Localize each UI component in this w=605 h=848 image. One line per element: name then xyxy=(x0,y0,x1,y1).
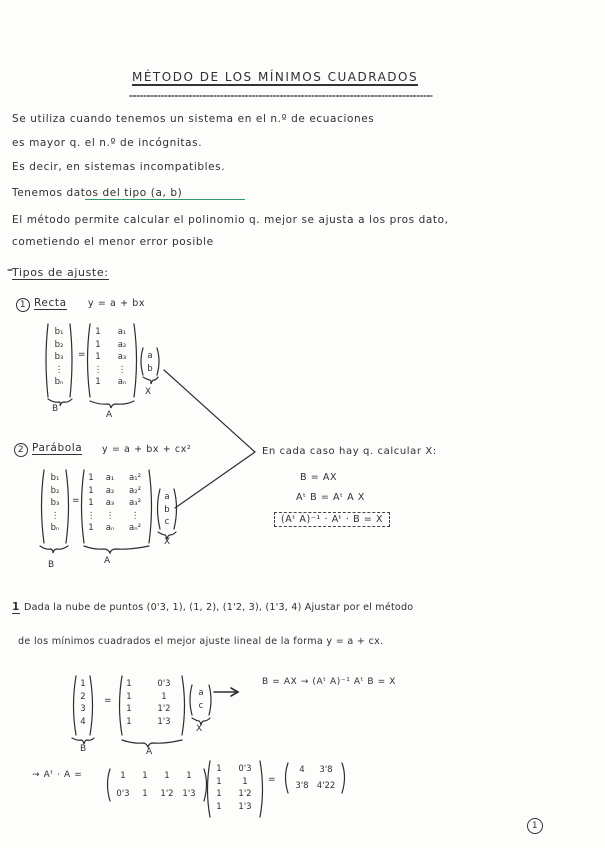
at-row-1: 1 1 1 1 xyxy=(120,771,192,781)
at-bracket-right xyxy=(204,769,207,801)
parabola-label-X: X xyxy=(164,537,171,547)
parabola-X-brace xyxy=(158,532,176,539)
exercise-marker: 1 xyxy=(12,601,20,613)
at-row-2: 0'3 1 1'2 1'3 xyxy=(116,789,196,799)
parabola-X-bracket-right xyxy=(174,489,177,529)
recta-A-brace xyxy=(90,401,134,408)
each-case-text: En cada caso hay q. calcular X: xyxy=(262,446,437,457)
exercise-equals-2: = xyxy=(268,775,277,785)
exercise-equals-1: = xyxy=(104,696,113,706)
at-bracket-left xyxy=(108,769,111,801)
step-3: (Aᵗ A)⁻¹ · Aᵗ · B = X xyxy=(274,512,390,527)
page-title: MÉTODO DE LOS MÍNIMOS CUADRADOS xyxy=(132,70,419,84)
parabola-equals: = xyxy=(72,496,81,506)
recta-X-bracket-left xyxy=(141,348,143,375)
page-number: 1 xyxy=(527,818,543,834)
parabola-X-column: a b c xyxy=(164,492,170,527)
recta-marker: 1 xyxy=(16,298,30,312)
recta-B-column: b₁ b₂ b₃ ⋮ bₙ xyxy=(54,327,64,387)
exercise-X-bracket-right xyxy=(209,685,211,715)
parabola-A-bracket-left xyxy=(82,470,85,543)
exercise-B-brace xyxy=(72,738,94,744)
parabola-A-col1: 1 1 1 ⋮ 1 xyxy=(86,473,96,533)
exercise-A-bracket-left xyxy=(120,676,123,735)
recta-label: Recta xyxy=(34,297,67,309)
step-1: B = AX xyxy=(300,472,338,483)
exercise-X-bracket-left xyxy=(190,685,192,715)
exercise-rule: B = AX → (Aᵗ A)⁻¹ Aᵗ B = X xyxy=(262,677,396,687)
recta-X-column: a b xyxy=(147,351,153,374)
parabola-B-bracket-left xyxy=(42,470,45,543)
recta-B-brace xyxy=(48,399,72,406)
section-heading-types: Tipos de ajuste: xyxy=(12,266,109,279)
a2-col1: 1 1 1 1 xyxy=(216,764,222,812)
exercise-label-B: B xyxy=(80,744,87,754)
recta-formula: y = a + bx xyxy=(88,298,146,309)
recta-B-bracket-left xyxy=(46,324,48,397)
parabola-label-A: A xyxy=(104,556,111,566)
recta-A-col1: 1 1 1 ⋮ 1 xyxy=(93,327,103,387)
recta-label-A: A xyxy=(106,410,113,420)
recta-equals: = xyxy=(78,350,87,360)
exercise-line-1: Dada la nube de puntos (0'3, 1), (1, 2), (1'2, 3), (1'3, 4) Ajustar por el método xyxy=(24,602,414,613)
recta-A-bracket-left xyxy=(88,324,91,397)
result-row-2: 3'8 4'22 xyxy=(295,781,336,791)
a2-col2: 0'3 1 1'2 1'3 xyxy=(238,764,252,812)
parabola-B-brace xyxy=(40,546,68,553)
exercise-label-A: A xyxy=(146,747,153,757)
recta-B-bracket-right xyxy=(70,324,72,397)
exercise-B-column: 1 2 3 4 xyxy=(80,679,86,727)
parabola-label-B: B xyxy=(48,560,55,570)
parabola-formula: y = a + bx + cx² xyxy=(102,444,192,455)
exercise-label-X: X xyxy=(196,724,203,734)
intro-line-1: Se utiliza cuando tenemos un sistema en el n.º de ecuaciones xyxy=(12,113,375,125)
parabola-X-bracket-left xyxy=(158,489,161,529)
result-bracket-left xyxy=(286,763,289,793)
intro-line-2: es mayor q. el n.º de incógnitas. xyxy=(12,137,203,149)
a2-bracket-left xyxy=(208,761,211,817)
exercise-B-bracket-left xyxy=(74,676,77,735)
recta-A-col2: a₁ a₂ a₃ ⋮ aₙ xyxy=(117,327,127,387)
exercise-X-brace xyxy=(192,718,210,725)
intro-line-3: Es decir, en sistemas incompatibles. xyxy=(12,161,226,173)
recta-label-B: B xyxy=(52,404,59,414)
connector-line-bottom xyxy=(175,452,255,508)
connector-line-top xyxy=(164,370,255,452)
exercise-A-bracket-right xyxy=(182,676,185,735)
recta-label-X: X xyxy=(145,387,152,397)
parabola-label: Parábola xyxy=(32,442,83,454)
a2-bracket-right xyxy=(260,761,263,817)
exercise-B-bracket-right xyxy=(90,676,93,735)
step-2: Aᵗ B = Aᵗ A X xyxy=(296,492,365,503)
intro-line-4: Tenemos datos del tipo (a, b) xyxy=(12,187,183,199)
recta-A-bracket-right xyxy=(134,324,137,397)
parabola-marker: 2 xyxy=(14,443,28,457)
ata-label: → Aᵗ · A = xyxy=(32,770,83,780)
parabola-A-bracket-right xyxy=(149,470,152,543)
exercise-A-brace xyxy=(122,740,182,747)
parabola-B-column: b₁ b₂ b₃ ⋮ bₙ xyxy=(50,473,60,533)
result-row-1: 4 3'8 xyxy=(299,765,333,775)
result-bracket-right xyxy=(342,763,345,793)
parabola-B-bracket-right xyxy=(66,470,69,543)
parabola-A-col3: a₁² a₂² a₃² ⋮ aₙ² xyxy=(128,473,142,533)
parabola-A-brace xyxy=(84,546,149,553)
exercise-line-2: de los mínimos cuadrados el mejor ajuste lineal de la forma y = a + cx. xyxy=(18,636,384,647)
exercise-A-col2: 0'3 1 1'2 1'3 xyxy=(157,679,171,727)
recta-X-brace xyxy=(143,377,158,384)
intro-line-6: cometiendo el menor error posible xyxy=(12,236,214,248)
intro-line-5: El método permite calcular el polinomio q. mejor se ajusta a los pros dato, xyxy=(12,214,449,226)
parabola-A-col2: a₁ a₂ a₃ ⋮ aₙ xyxy=(105,473,115,533)
exercise-A-col1: 1 1 1 1 xyxy=(126,679,132,727)
recta-X-bracket-right xyxy=(157,348,159,375)
exercise-X-column: a c xyxy=(198,688,204,711)
